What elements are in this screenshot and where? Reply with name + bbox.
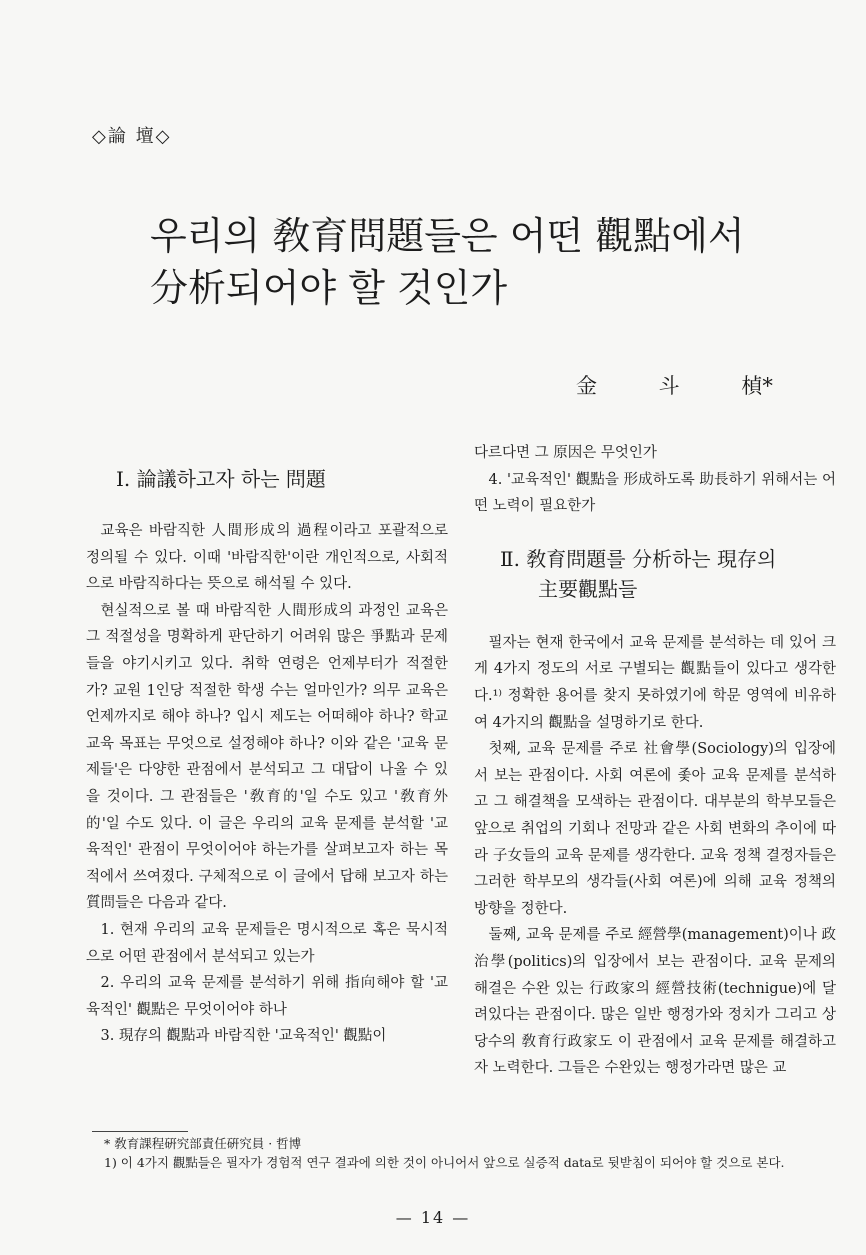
section-heading-2-line-1: Ⅱ. 敎育問題를 分析하는 現存의 — [500, 546, 777, 571]
continuation-text: 다르다면 그 原因은 무엇인가 — [474, 445, 657, 461]
right-column — [474, 440, 836, 1082]
question-item: 4. '교육적인' 觀點을 形成하도록 助長하기 위해서는 어떤 노력이 필요한가 — [474, 471, 836, 515]
question-item: 2. 우리의 교육 문제를 분석하기 위해 指向해야 할 '교육적인' 觀點은 무엇이어야 하나 — [86, 975, 448, 1018]
left-column — [86, 460, 448, 1050]
footnote-1: 1) 이 4가지 觀點들은 필자가 경험적 연구 결과에 의한 것이 아니어서 앞으로 실증적 data로 뒷받침이 되어야 할 것으로 본다. — [104, 1155, 785, 1170]
article-title — [150, 210, 830, 314]
question-item: 3. 現存의 觀點과 바람직한 '교육적인' 觀點이 — [100, 1028, 387, 1045]
author-name: 金 斗 楨* — [576, 374, 773, 398]
paragraph: 현실적으로 볼 때 바람직한 人間形成의 과정인 교육은 그 적절성을 명확하게 판단하기 어려워 많은 爭點과 문제들을 야기시키고 있다. 취학 연령은 언제부터가 적절한가? 교원 1인당 적절한 학생 수는 얼마인가? 의무 교육은 언제까지로 해야 하나? 입시 제도는 어떠해야 하나? 학교 교육 목표는 무엇으로 설정해야 하나? 이와 같은 '교육 문제들'은 다양한 관점에서 분석되고 그 대답이 나올 수 있을 것이다. 그 관점들은 '敎育的'일 수도 있고 '敎育外的'일 수도 있다. 이 글은 우리의 교육 문제를 분석할 '교육적인' 관점이 무엇이어야 하는가를 살펴보고자 하는 목적에서 쓰여졌다. 구체적으로 이 글에서 답해 보고자 하는 質問들은 다음과 같다. — [86, 602, 448, 912]
section-tag: ◇論 壇◇ — [92, 126, 172, 147]
title-line-1: 우리의 敎育問題들은 어떤 觀點에서 — [150, 214, 745, 258]
question-item: 1. 현재 우리의 교육 문제들은 명시적으로 혹은 묵시적으로 어떤 관점에서 분석되고 있는가 — [86, 921, 448, 965]
author-footnote: * 敎育課程硏究部責任硏究員 · 哲博 — [104, 1136, 302, 1151]
section-heading-1: Ⅰ. 論議하고자 하는 問題 — [116, 467, 326, 491]
section-heading-2-line-2: 主要觀點들 — [538, 576, 638, 601]
section-heading-2 — [498, 544, 836, 604]
page-number: — 14 — — [395, 1208, 471, 1227]
paragraph: 둘째, 교육 문제를 주로 經營學(management)이나 政治學(politics)의 입장에서 보는 관점이다. 교육 문제의 해결은 수완 있는 行政家의 經營技術(technigue)에 달려있다는 관점이다. 많은 일반 행정가와 정치가 그리고 상당수의 敎育行政家도 이 관점에서 교육 문제를 해결하고자 노력한다. 그들은 수완있는 행정가라면 많은 교 — [474, 927, 836, 1077]
footnotes — [104, 1134, 824, 1172]
paragraph: 필자는 현재 한국에서 교육 문제를 분석하는 데 있어 크게 4가지 정도의 서로 구별되는 觀點들이 있다고 생각한다.¹⁾ 정확한 용어를 찾지 못하였기에 학문 영역에 비유하여 4가지의 觀點을 설명하기로 한다. — [474, 634, 836, 731]
title-line-2: 分析되어야 할 것인가 — [150, 266, 508, 310]
paragraph: 교육은 바람직한 人間形成의 過程이라고 포괄적으로 정의될 수 있다. 이때 '바람직한'이란 개인적으로, 사회적으로 바람직하다는 뜻으로 해석될 수 있다. — [86, 523, 448, 593]
paragraph: 첫째, 교육 문제를 주로 社會學(Sociology)의 입장에서 보는 관점이다. 사회 여론에 좇아 교육 문제를 분석하고 그 해결책을 모색하는 관점이다. 대부분의 학부모들은 앞으로 취업의 기회나 전망과 같은 사회 변화의 추이에 따라 子女들의 교육 문제를 생각한다. 교육 정책 결정자들은 그러한 학부모의 생각들(사회 여론)에 의해 교육 정책의 방향을 정한다. — [474, 741, 836, 917]
footnote-divider — [92, 1131, 188, 1132]
